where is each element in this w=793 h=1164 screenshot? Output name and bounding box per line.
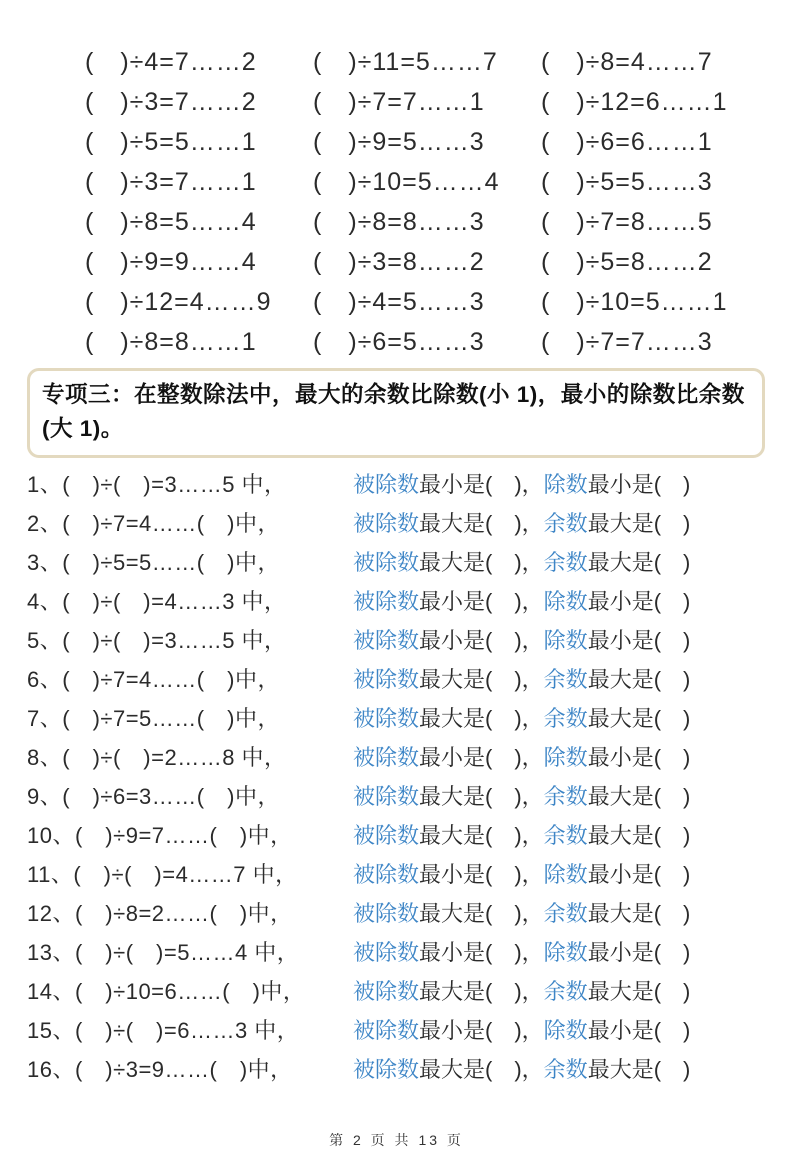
- problem-text: 最小是( ): [587, 589, 691, 614]
- problem-text: 最小是( )，: [419, 745, 544, 770]
- equation-cell: ( )÷4=5……3: [313, 288, 485, 316]
- problem-text: 最小是( )，: [419, 940, 544, 965]
- problem-equation: ( )÷3=9……( )中，: [74, 1057, 293, 1082]
- problem-equation-group: [27, 894, 353, 933]
- problem-number: 14、: [27, 979, 75, 1004]
- term-highlight-dividend: 被除数: [353, 628, 420, 653]
- term-highlight-divisor-remainder: 余数: [543, 901, 588, 926]
- problem-item: [27, 738, 793, 777]
- problem-equation: ( )÷10=6……( )中，: [74, 979, 306, 1004]
- problem-item: [27, 894, 793, 933]
- term-highlight-divisor-remainder: 除数: [543, 862, 588, 887]
- problem-item: [27, 972, 793, 1011]
- problem-number: 10、: [27, 823, 75, 848]
- equation-cell: ( )÷3=7……2: [85, 88, 257, 116]
- problem-number: 2、: [27, 511, 63, 536]
- problem-text: 最大是( ): [587, 667, 691, 692]
- problem-equation: ( )÷( )=2……8 中，: [62, 745, 287, 770]
- term-highlight-dividend: 被除数: [353, 862, 420, 887]
- term-highlight-divisor-remainder: 除数: [543, 1018, 588, 1043]
- term-highlight-divisor-remainder: 除数: [543, 628, 588, 653]
- problem-equation: ( )÷7=5……( )中，: [62, 706, 280, 731]
- equation-cell: ( )÷8=5……4: [85, 208, 257, 236]
- equation-cell: ( )÷11=5……7: [313, 48, 498, 76]
- equation-cell: ( )÷5=5……3: [541, 168, 713, 196]
- problem-text: 最大是( ): [587, 823, 691, 848]
- problem-equation: ( )÷8=2……( )中，: [74, 901, 293, 926]
- problem-equation-group: [27, 582, 353, 621]
- problem-text: 最小是( ): [587, 940, 691, 965]
- problem-text: 最大是( ): [587, 511, 691, 536]
- term-highlight-dividend: 被除数: [353, 1018, 420, 1043]
- term-highlight-divisor-remainder: 余数: [543, 511, 588, 536]
- term-highlight-dividend: 被除数: [353, 472, 420, 497]
- problem-text: 最大是( )，: [419, 667, 544, 692]
- problem-text: 最小是( ): [587, 745, 691, 770]
- problem-number: 9、: [27, 784, 63, 809]
- problem-number: 15、: [27, 1018, 75, 1043]
- problem-item: [27, 1050, 793, 1089]
- problem-number: 7、: [27, 706, 63, 731]
- problem-number: 6、: [27, 667, 63, 692]
- term-highlight-divisor-remainder: 除数: [543, 745, 588, 770]
- problem-equation: ( )÷( )=3……5 中，: [62, 472, 287, 497]
- problem-number: 3、: [27, 550, 63, 575]
- equation-cell: ( )÷5=8……2: [541, 248, 713, 276]
- equation-cell: ( )÷8=8……3: [313, 208, 485, 236]
- problem-number: 13、: [27, 940, 75, 965]
- problem-item: [27, 504, 793, 543]
- problem-item: [27, 933, 793, 972]
- problem-text: 最大是( ): [587, 979, 691, 1004]
- term-highlight-dividend: 被除数: [353, 706, 420, 731]
- problem-equation-group: [27, 738, 353, 777]
- term-highlight-dividend: 被除数: [353, 667, 420, 692]
- notice-text: 专项三：在整数除法中，最大的余数比除数(小 1)，最小的除数比余数(大 1)。: [42, 382, 745, 441]
- equation-cell: ( )÷7=8……5: [541, 208, 713, 236]
- problem-equation: ( )÷9=7……( )中，: [74, 823, 293, 848]
- problem-equation-group: [27, 816, 353, 855]
- problem-equation-group: [27, 543, 353, 582]
- problem-number: 12、: [27, 901, 75, 926]
- problem-text: 最大是( )，: [419, 1057, 544, 1082]
- term-highlight-divisor-remainder: 余数: [543, 823, 588, 848]
- term-highlight-divisor-remainder: 余数: [543, 784, 588, 809]
- problem-text: 最小是( )，: [419, 862, 544, 887]
- equation-cell: ( )÷12=4……9: [85, 288, 272, 316]
- problem-equation: ( )÷( )=5……4 中，: [74, 940, 300, 965]
- problem-text: 最大是( )，: [419, 550, 544, 575]
- problem-item: [27, 582, 793, 621]
- term-highlight-divisor-remainder: 除数: [543, 589, 588, 614]
- problem-equation: ( )÷7=4……( )中，: [62, 667, 280, 692]
- problem-equation-group: [27, 972, 353, 1011]
- problem-number: 16、: [27, 1057, 75, 1082]
- problem-equation: ( )÷( )=4……3 中，: [62, 589, 287, 614]
- problem-equation-group: [27, 777, 353, 816]
- term-highlight-dividend: 被除数: [353, 823, 420, 848]
- term-highlight-divisor-remainder: 除数: [543, 472, 588, 497]
- problem-text: 最大是( ): [587, 706, 691, 731]
- problem-text: 最大是( ): [587, 550, 691, 575]
- term-highlight-dividend: 被除数: [353, 1057, 420, 1082]
- problem-text: 最小是( )，: [419, 589, 544, 614]
- equation-cell: ( )÷9=5……3: [313, 128, 485, 156]
- problem-text: 最小是( )，: [419, 472, 544, 497]
- problem-item: [27, 855, 793, 894]
- equation-cell: ( )÷3=8……2: [313, 248, 485, 276]
- problem-equation-group: [27, 660, 353, 699]
- problem-number: 1、: [27, 472, 63, 497]
- equation-cell: ( )÷6=6……1: [541, 128, 713, 156]
- term-highlight-dividend: 被除数: [353, 784, 420, 809]
- problem-text: 最小是( )，: [419, 628, 544, 653]
- notice-box: [27, 368, 765, 458]
- problem-equation: ( )÷( )=3……5 中，: [62, 628, 287, 653]
- problem-text: 最大是( )，: [419, 706, 544, 731]
- problem-item: [27, 621, 793, 660]
- equation-cell: ( )÷8=4……7: [541, 48, 713, 76]
- problem-equation: ( )÷5=5……( )中，: [62, 550, 280, 575]
- problem-number: 4、: [27, 589, 63, 614]
- problem-item: [27, 660, 793, 699]
- problem-text: 最大是( ): [587, 1057, 691, 1082]
- problem-equation-group: [27, 855, 353, 894]
- problem-item: [27, 816, 793, 855]
- term-highlight-dividend: 被除数: [353, 901, 420, 926]
- equations-grid: [85, 42, 793, 362]
- term-highlight-dividend: 被除数: [353, 511, 420, 536]
- problem-equation-group: [27, 1050, 353, 1089]
- term-highlight-divisor-remainder: 余数: [543, 979, 588, 1004]
- problem-text: 最大是( )，: [419, 901, 544, 926]
- page-footer: 第 2 页 共 13 页: [329, 1132, 464, 1148]
- problem-item: [27, 543, 793, 582]
- term-highlight-divisor-remainder: 余数: [543, 667, 588, 692]
- problem-equation-group: [27, 933, 353, 972]
- equation-cell: ( )÷10=5……4: [313, 168, 500, 196]
- problem-number: 8、: [27, 745, 63, 770]
- equation-cell: ( )÷9=9……4: [85, 248, 257, 276]
- equation-cell: ( )÷8=8……1: [85, 328, 257, 356]
- problem-text: 最大是( )，: [419, 979, 544, 1004]
- problem-text: 最大是( )，: [419, 511, 544, 536]
- problem-item: [27, 1011, 793, 1050]
- term-highlight-divisor-remainder: 余数: [543, 1057, 588, 1082]
- problem-item: [27, 465, 793, 504]
- term-highlight-divisor-remainder: 余数: [543, 550, 588, 575]
- problem-equation-group: [27, 504, 353, 543]
- equation-cell: ( )÷3=7……1: [85, 168, 257, 196]
- problem-text: 最大是( )，: [419, 823, 544, 848]
- equation-cell: ( )÷7=7……3: [541, 328, 713, 356]
- equation-cell: ( )÷7=7……1: [313, 88, 485, 116]
- problem-equation: ( )÷( )=6……3 中，: [74, 1018, 300, 1043]
- equation-cell: ( )÷12=6……1: [541, 88, 728, 116]
- problem-text: 最小是( ): [587, 1018, 691, 1043]
- equation-cell: ( )÷4=7……2: [85, 48, 257, 76]
- problem-item: [27, 699, 793, 738]
- problem-equation-group: [27, 1011, 353, 1050]
- problem-text: 最大是( ): [587, 784, 691, 809]
- problem-text: 最大是( )，: [419, 784, 544, 809]
- problems-list: [27, 465, 793, 1089]
- problem-text: 最小是( ): [587, 472, 691, 497]
- problem-number: 11、: [27, 862, 74, 887]
- equation-cell: ( )÷6=5……3: [313, 328, 485, 356]
- problem-text: 最小是( )，: [419, 1018, 544, 1043]
- problem-item: [27, 777, 793, 816]
- problem-equation-group: [27, 465, 353, 504]
- problem-text: 最小是( ): [587, 628, 691, 653]
- problem-equation-group: [27, 699, 353, 738]
- term-highlight-dividend: 被除数: [353, 940, 420, 965]
- problem-equation-group: [27, 621, 353, 660]
- problem-equation: ( )÷6=3……( )中，: [62, 784, 280, 809]
- term-highlight-dividend: 被除数: [353, 589, 420, 614]
- problem-text: 最大是( ): [587, 901, 691, 926]
- problem-equation: ( )÷( )=4……7 中，: [73, 862, 298, 887]
- term-highlight-divisor-remainder: 除数: [543, 940, 588, 965]
- term-highlight-dividend: 被除数: [353, 745, 420, 770]
- term-highlight-dividend: 被除数: [353, 979, 420, 1004]
- problem-equation: ( )÷7=4……( )中，: [62, 511, 280, 536]
- problem-number: 5、: [27, 628, 63, 653]
- equation-cell: ( )÷5=5……1: [85, 128, 257, 156]
- term-highlight-divisor-remainder: 余数: [543, 706, 588, 731]
- problem-text: 最小是( ): [587, 862, 691, 887]
- equation-cell: ( )÷10=5……1: [541, 288, 728, 316]
- term-highlight-dividend: 被除数: [353, 550, 420, 575]
